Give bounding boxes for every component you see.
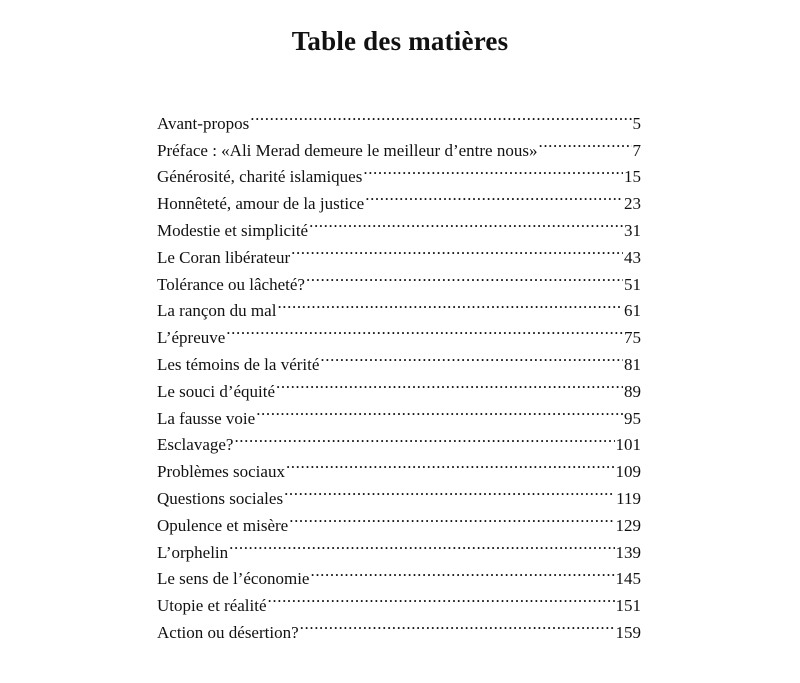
dot-leader [291,236,623,263]
toc-entry-title: Action ou désertion? [157,622,299,642]
toc-entry-title: Opulence et misère [157,515,289,535]
toc-entry-page-number: 151 [615,596,641,616]
toc-entry-page-number: 23 [624,194,641,214]
toc-entry-title: Le sens de l’économie [157,569,310,589]
toc-entry-page-number: 159 [615,622,641,642]
dot-leader [250,102,631,129]
toc-entry-title: La rançon du mal [157,301,277,321]
toc-entry-page-number: 139 [615,542,641,562]
toc-entry-title: Générosité, charité islamiques [157,167,363,187]
toc-entry-title: Esclavage? [157,435,234,455]
toc-entry-title: Le souci d’équité [157,381,276,401]
toc-entry-title: L’orphelin [157,542,229,562]
dot-leader [310,558,614,585]
toc-entry-page-number: 129 [615,515,641,535]
toc-entry-page-number: 5 [632,113,641,133]
dot-leader [226,316,623,343]
toc-entry-title: Problèmes sociaux [157,462,285,482]
toc-entry-title: Les témoins de la vérité [157,354,320,374]
toc-entry [157,343,641,374]
dot-leader [256,397,623,424]
toc-entry [157,531,641,562]
toc-entry-title: La fausse voie [157,408,256,428]
toc-entry-page-number: 31 [624,220,641,240]
toc-entry [157,316,641,348]
table-of-contents [157,102,641,642]
toc-entry-title: Tolérance ou lâcheté? [157,274,305,294]
toc-entry-title: Utopie et réalité [157,596,267,616]
toc-entry-page-number: 61 [624,301,641,321]
dot-leader [320,343,623,370]
dot-leader [538,129,631,156]
toc-entry [157,558,641,589]
toc-entry-title: Avant-propos [157,113,250,133]
toc-entry-title: Le Coran libérateur [157,247,291,267]
toc-entry-page-number: 145 [615,569,641,589]
toc-entry-page-number: 75 [624,328,641,348]
toc-entry [157,102,641,133]
toc-entry-title: Honnêteté, amour de la justice [157,194,365,214]
dot-leader [363,156,623,183]
toc-entry-page-number: 89 [624,381,641,401]
toc-entry-title: Préface : «Ali Merad demeure le meilleur d’entre nous» [157,140,538,160]
toc-entry-page-number: 81 [624,354,641,374]
toc-entry-title: Modestie et simplicité [157,220,309,240]
dot-leader [300,611,615,638]
dot-leader [286,450,615,477]
dot-leader [284,477,615,504]
toc-entry-page-number: 119 [616,488,641,508]
dot-leader [309,209,623,236]
toc-entry-page-number: 43 [624,247,641,267]
dot-leader [289,504,614,531]
dot-leader [268,584,615,611]
dot-leader [306,263,623,290]
toc-entry-page-number: 95 [624,408,641,428]
toc-entry-page-number: 109 [615,462,641,482]
toc-entry-title: L’épreuve [157,328,226,348]
toc-entry-title: Questions sociales [157,488,284,508]
dot-leader [365,182,623,209]
dot-leader [277,290,623,317]
dot-leader [234,424,614,451]
toc-entry-page-number: 15 [624,167,641,187]
toc-entry-page-number: 7 [632,140,641,160]
page-title: Table des matières [291,26,509,56]
toc-entry-page-number: 51 [624,274,641,294]
dot-leader [276,370,623,397]
dot-leader [229,531,614,558]
toc-entry-page-number: 101 [615,435,641,455]
